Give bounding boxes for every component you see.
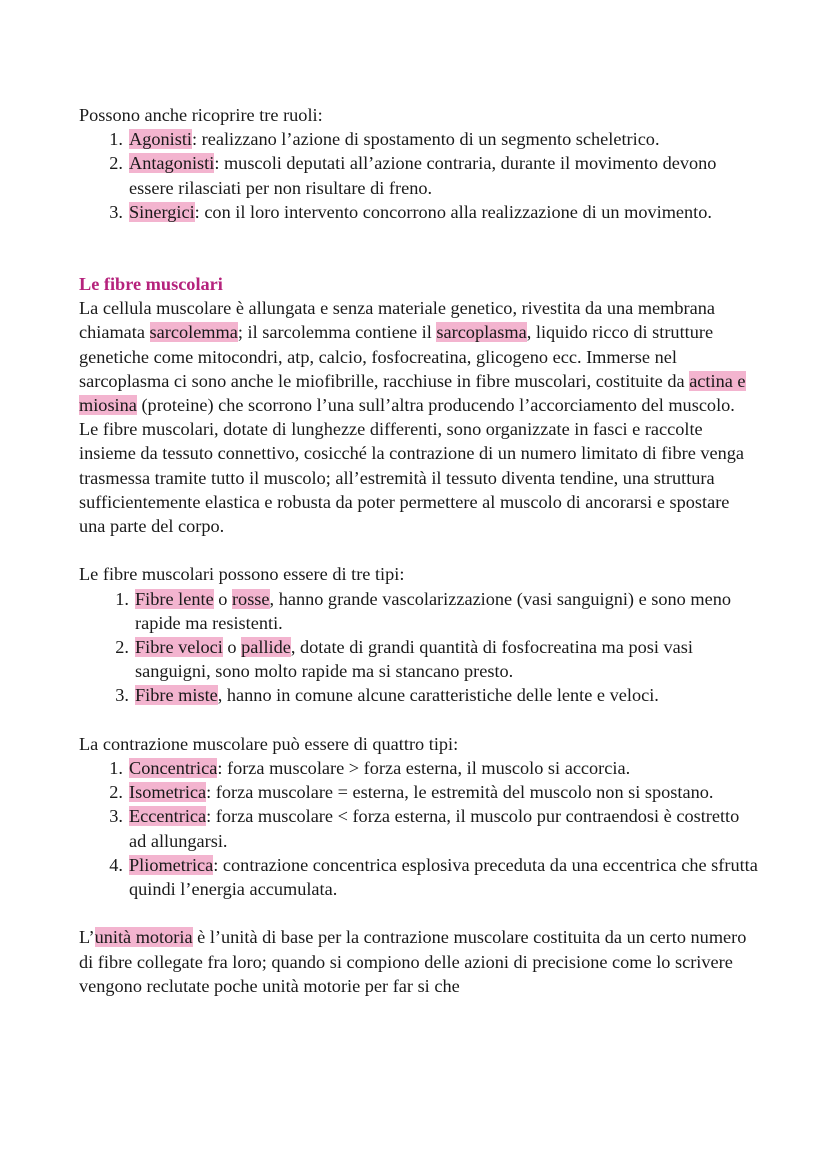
list-item: 1. Agonisti: realizzano l’azione di spostamento di un segmento scheletrico. (109, 129, 660, 150)
contraction-list (79, 756, 759, 901)
highlighted-term: Antagonisti (129, 153, 215, 174)
section-title: Le fibre muscolari (79, 274, 223, 295)
document-page (79, 103, 759, 998)
highlighted-term: Isometrica (129, 782, 207, 803)
contraction-intro: La contrazione muscolare può essere di quattro tipi: (79, 733, 459, 754)
highlighted-term: Sinergici (129, 201, 195, 222)
list-item: 2. Isometrica: forza muscolare = esterna, le estremità del muscolo non si spostano. (109, 782, 714, 803)
list-item: 1. Fibre lente o rosse, hanno grande vascolarizzazione (vasi sanguigni) e sono meno rapide ma resistenti. (115, 588, 731, 633)
highlighted-term: Concentrica (129, 758, 218, 779)
highlighted-term: Fibre miste (135, 685, 218, 706)
list-item: 1. Concentrica: forza muscolare > forza esterna, il muscolo si accorcia. (109, 758, 631, 779)
highlighted-term: Eccentrica (129, 806, 207, 827)
highlighted-term: Fibre veloci (135, 637, 223, 658)
highlighted-term: pallide (241, 637, 291, 658)
roles-list (79, 127, 759, 224)
highlighted-term: sarcoplasma (436, 322, 527, 343)
highlighted-term: sarcolemma (149, 322, 238, 343)
highlighted-term: actina e miosina (79, 370, 746, 416)
fiber-types-list (79, 587, 759, 708)
paragraph-fibers: Le fibre muscolari, dotate di lunghezze differenti, sono organizzate in fasci e raccolte insieme da tessuto connettivo, cosicché la contrazione di un numero limitato di fibre venga trasmessa tramite tutto il muscolo; all’estremità il tessuto diventa tendine, una struttura sufficientemente elastica e robusta da poter permettere al muscolo di ancorarsi e spostare una parte del corpo. (79, 419, 745, 537)
list-item: 2. Fibre veloci o pallide, dotate di grandi quantità di fosfocreatina ma posi vasi sanguigni, sono molto rapide ma si stancano presto. (115, 637, 693, 682)
roles-intro: Possono anche ricoprire tre ruoli: (79, 105, 323, 125)
paragraph-motor-unit: L’unità motoria è l’unità di base per la contrazione muscolare costituita da un certo numero di fibre collegate fra loro; quando si compiono delle azioni di precisione come lo scrivere vengono reclutate poche unità motorie per far si che (79, 927, 747, 996)
list-item: 3. Fibre miste, hanno in comune alcune caratteristiche delle lente e veloci. (115, 685, 659, 706)
list-item: 3. Eccentrica: forza muscolare < forza esterna, il muscolo pur contraendosi è costretto ad allungarsi. (109, 806, 740, 851)
paragraph-cell: La cellula muscolare è allungata e senza materiale genetico, rivestita da una membrana chiamata sarcolemma; il sarcolemma contiene il sarcoplasma, liquido ricco di strutture genetiche come mitocondri, atp, calcio, fosfocreatina, glicogeno ecc. Immerse nel sarcoplasma ci sono anche le miofibrille, racchiuse in fibre muscolari, costituite da actina e miosina (proteine) che scorrono l’una sull’altra producendo l’accorciamento del muscolo. (79, 298, 746, 416)
highlighted-term: Fibre lente (135, 588, 214, 609)
list-item: 4. Pliometrica: contrazione concentrica esplosiva preceduta da una eccentrica che sfrutta quindi l’energia accumulata. (109, 854, 758, 900)
highlighted-term: Agonisti (129, 129, 192, 150)
highlighted-term: unità motoria (94, 927, 193, 948)
fiber-types-intro: Le fibre muscolari possono essere di tre tipi: (79, 564, 405, 585)
list-item: 3. Sinergici: con il loro intervento concorrono alla realizzazione di un movimento. (109, 201, 712, 222)
highlighted-term: rosse (231, 588, 270, 609)
highlighted-term: Pliometrica (129, 854, 214, 875)
list-item: 2. Antagonisti: muscoli deputati all’azione contraria, durante il movimento devono essere rilasciati per non risultare di freno. (109, 153, 717, 198)
